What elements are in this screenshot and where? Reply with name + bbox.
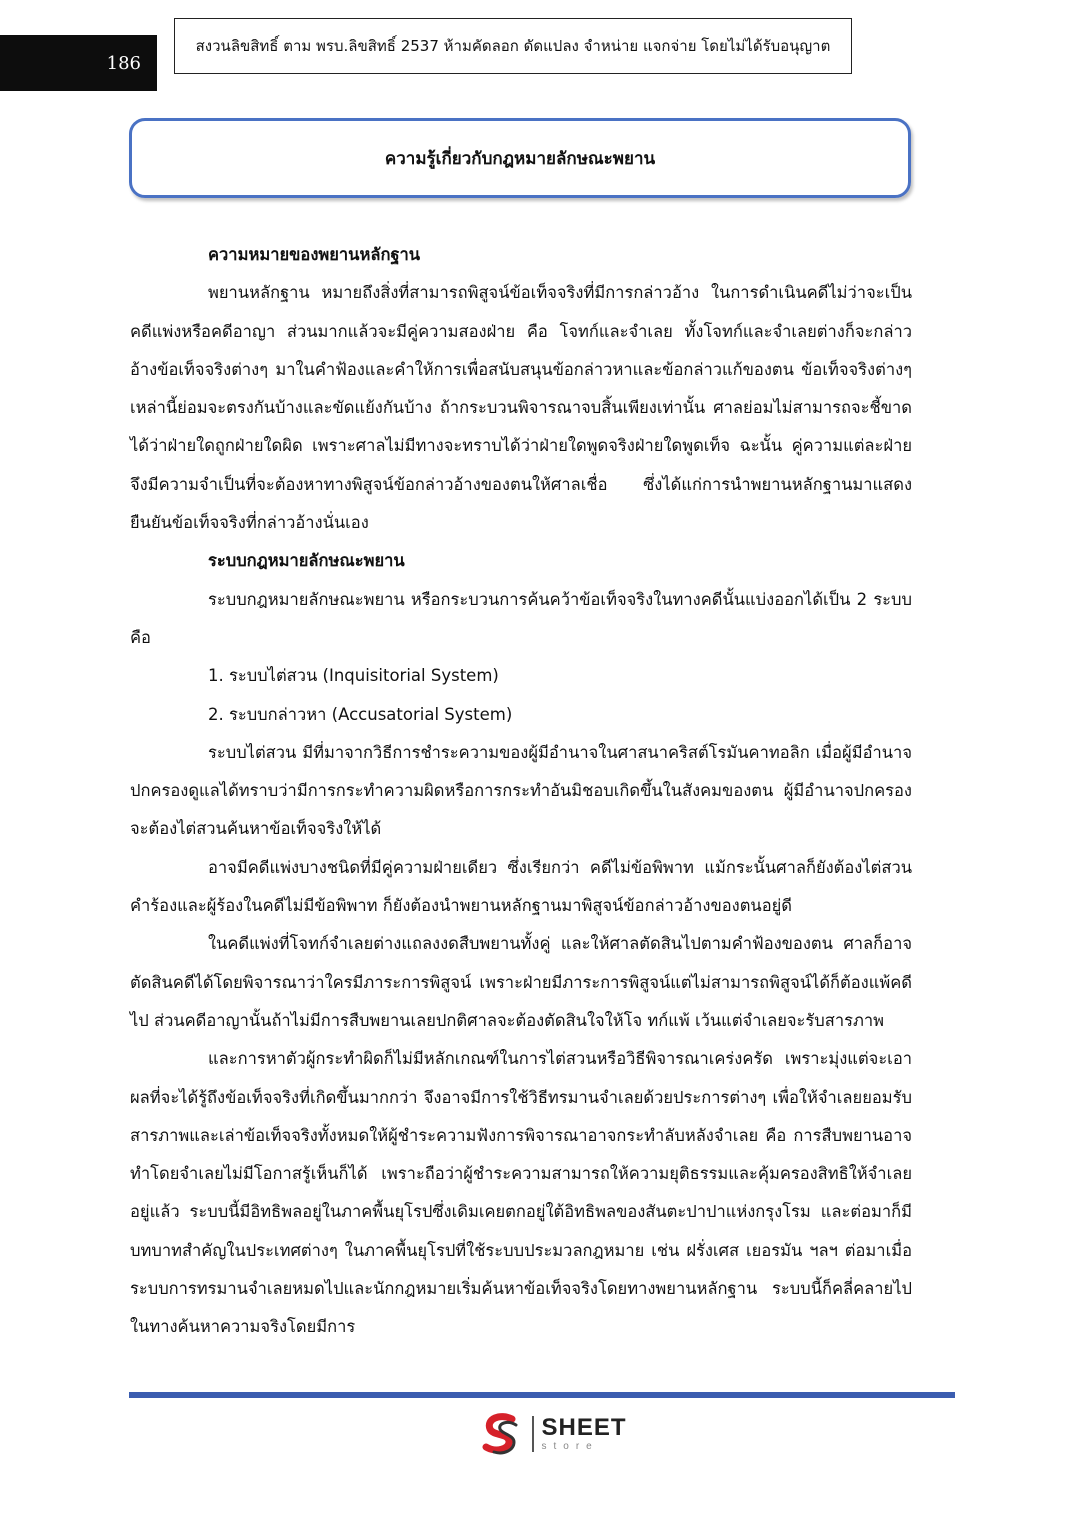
footer-divider (129, 1392, 955, 1398)
page-number: 186 (0, 35, 157, 91)
logo-separator (532, 1416, 534, 1452)
paragraph-evidence-system: ระบบกฎหมายลักษณะพยาน หรือกระบวนการค้นคว้าข้อเท็จจริงในทางคดีนั้นแบ่งออกได้เป็น 2 ระบบคือ (130, 589, 912, 647)
paragraph-inquisitorial-history: และการหาตัวผู้กระทำผิดก็ไม่มีหลักเกณฑ์ในการไต่สวนหรือวิธีพิจารณาเคร่งครัด เพราะมุ่งแต่จะเอาผลที่จะได้รู้ถึงข้อเท็จจริงที่เกิดขึ้นมากกว่า จึงอาจมีการใช้วิธีทรมานจำเลยด้วยประการต่างๆ เพื่อให้จำเลยยอมรับสารภาพและเล่าข้อเท็จจริงทั้งหมดให้ผู้ชำระความฟังการพิจารณาอาจกระทำลับหลังจำเลย คือ การสืบพยานอาจทำโดยจำเลยไม่มีโอกาสรู้เห็นก็ได้ เพราะถือว่าผู้ชำระความสามารถให้ความยุติธรรมและคุ้มครองสิทธิให้จำเลยอยู่แล้ว ระบบนี้มีอิทธิพลอยู่ในภาคพื้นยุโรปซึ่งเดิมเคยตกอยู่ใต้อิทธิพลของสันตะปาปาแห่งกรุงโรม และต่อมาก็มีบทบาทสำคัญในประเทศต่างๆ ในภาคพื้นยุโรปที่ใช้ระบบประมวลกฎหมาย เช่น ฝรั่งเศส เยอรมัน ฯลฯ ต่อมาเมื่อระบบการทรมานจำเลยหมดไปและนักกฎหมายเริ่มค้นหาข้อเท็จจริงโดยทางพยานหลักฐาน ระบบนี้ก็คลี่คลายไปในทางค้นหาความจริงโดยมีการ (130, 1049, 912, 1337)
paragraph-evidence-meaning: พยานหลักฐาน หมายถึงสิ่งที่สามารถพิสูจน์ข้อเท็จจริงที่มีการกล่าวอ้าง ในการดำเนินคดีไม่ว่าจะเป็นคดีแพ่งหรือคดีอาญา ส่วนมากแล้วจะมีคู่ความสองฝ่าย คือ โจทก์และจำเลย ทั้งโจทก์และจำเลยต่างก็จะกล่าวอ้างข้อเท็จจริงต่างๆ มาในคำฟ้องและคำให้การเพื่อสนับสนุนข้อกล่าวหาและข้อกล่าวแก้ของตน ข้อเท็จจริงต่างๆ เหล่านี้ย่อมจะตรงกันบ้างและขัดแย้งกันบ้าง ถ้ากระบวนพิจารณาจบสิ้นเพียงเท่านั้น ศาลย่อมไม่สามารถจะชี้ขาดได้ว่าฝ่ายใดถูกฝ่ายใดผิด เพราะศาลไม่มีทางจะทราบได้ว่าฝ่ายใดพูดจริงฝ่ายใดพูดเท็จ ฉะนั้น คู่ความแต่ละฝ่ายจึงมีความจำเป็นที่จะต้องหาทางพิสูจน์ข้อกล่าวอ้างของตนให้ศาลเชื่อ ซึ่งได้แก่การนำพยานหลักฐานมาแสดงยืนยันข้อเท็จจริงที่กล่าวอ้างนั่นเอง (130, 283, 912, 533)
logo-sub-text: store (541, 1441, 599, 1452)
logo-brand-text: SHEET (541, 1414, 627, 1441)
copyright-notice: สงวนลิขสิทธิ์ ตาม พรบ.ลิขสิทธิ์ 2537 ห้ามคัดลอก ดัดแปลง จำหน่าย แจกจ่าย โดยไม่ได้รับอนุญาต (174, 18, 852, 74)
logo-wordmark (542, 1416, 627, 1452)
section-heading-evidence-system: ระบบกฎหมายลักษณะพยาน (208, 551, 405, 571)
list-item-accusatorial: 2. ระบบกล่าวหา (Accusatorial System) (208, 704, 513, 724)
paragraph-inquisitorial-origin: ระบบไต่สวน มีที่มาจากวิธีการชำระความของผู้มีอำนาจในศาสนาคริสต์โรมันคาทอลิก เมื่อผู้มีอำนาจปกครองดูแลได้ทราบว่ามีการกระทำความผิดหรือการกระทำอันมิชอบเกิดขึ้นในสังคมของตน ผู้มีอำนาจปกครองจะต้องไต่สวนค้นหาข้อเท็จจริงให้ได้ (130, 742, 912, 839)
body-content (130, 236, 912, 1347)
section-heading-evidence-meaning: ความหมายของพยานหลักฐาน (208, 245, 421, 264)
paragraph-burden-of-proof: ในคดีแพ่งที่โจทก์จำเลยต่างแถลงงดสืบพยานทั้งคู่ และให้ศาลตัดสินไปตามคำฟ้องของตน ศาลก็อาจตัดสินคดีได้โดยพิจารณาว่าใครมีภาระการพิสูจน์ เพราะฝ่ายมีภาระการพิสูจน์แต่ไม่สามารถพิสูจน์ได้ก็ต้องแพ้คดีไป ส่วนคดีอาญานั้นถ้าไม่มีการสืบพยานเลยปกติศาลจะต้องตัดสินใจให้โจ ทก์แพ้ เว้นแต่จำเลยจะรับสารภาพ (130, 934, 912, 1030)
paragraph-civil-case: อาจมีคดีแพ่งบางชนิดที่มีคู่ความฝ่ายเดียว ซึ่งเรียกว่า คดีไม่ข้อพิพาท แม้กระนั้นศาลก็ยังต้องไต่สวนคำร้องและผู้ร้องในคดีไม่มีข้อพิพาท ก็ยังต้องนำพยานหลักฐานมาพิสูจน์ข้อกล่าวอ้างของตนอยู่ดี (130, 857, 912, 916)
page-title: ความรู้เกี่ยวกับกฎหมายลักษณะพยาน (129, 118, 911, 198)
list-item-inquisitorial: 1. ระบบไต่สวน (Inquisitorial System) (208, 666, 499, 686)
sheet-store-logo (478, 1411, 627, 1457)
sheet-store-logo-icon (478, 1411, 524, 1457)
